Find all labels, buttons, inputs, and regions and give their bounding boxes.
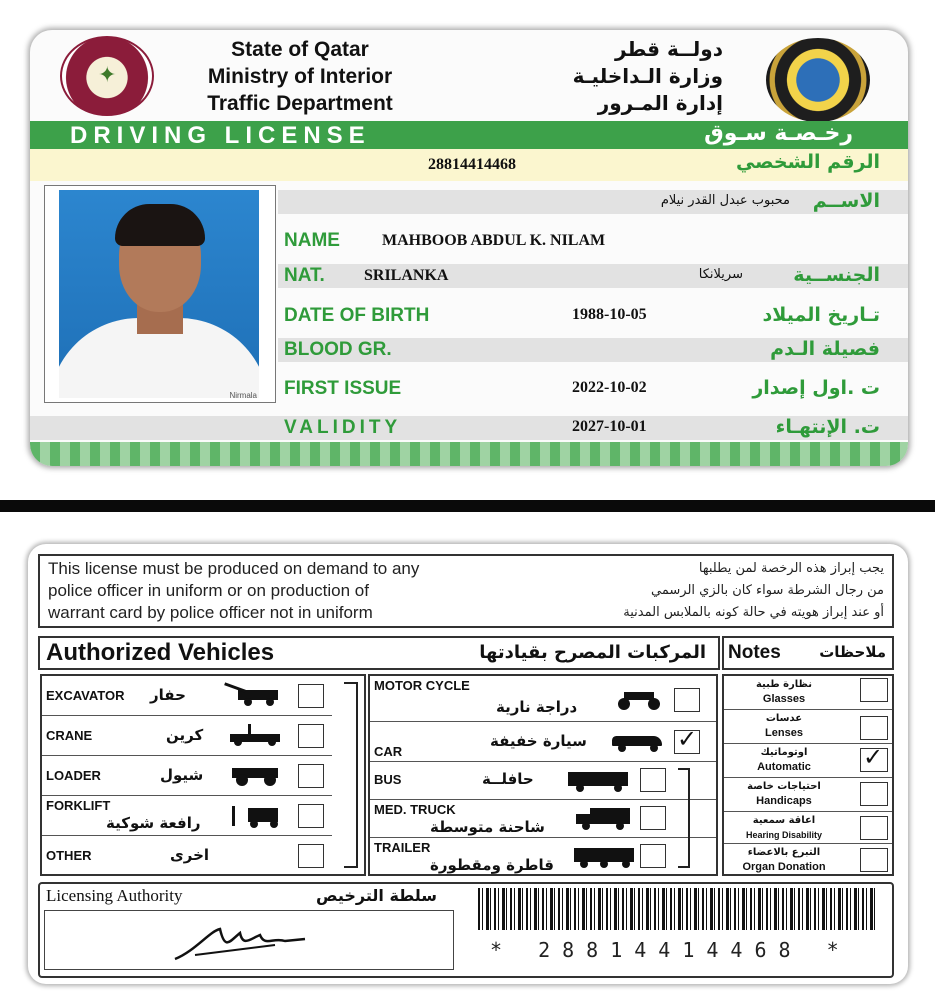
checkbox <box>860 716 888 740</box>
validity-label: VALIDITY <box>284 417 402 438</box>
checkbox <box>640 806 666 830</box>
bracket <box>344 682 358 868</box>
vehicle-label-ar: شيول <box>160 766 204 784</box>
car-icon <box>610 730 670 752</box>
row-validity <box>30 416 908 440</box>
note-label-ar: نظارة طبية <box>755 679 813 690</box>
notice-english <box>48 558 518 624</box>
licensing-label-ar: سلطة الترخيص <box>316 886 437 905</box>
barcode-number: * 28814414468 * <box>490 938 851 962</box>
vehicle-row <box>370 800 716 838</box>
notes-title-ar: ملاحظات <box>819 643 886 661</box>
separator-bar <box>0 500 935 512</box>
note-label-ar: عدسات <box>765 713 803 724</box>
dob-label-ar: تـاريخ الميلاد <box>762 304 880 326</box>
vehicle-label: MOTOR CYCLE <box>374 678 470 693</box>
vehicle-label: OTHER <box>46 848 92 863</box>
vehicle-label-ar: كرين <box>166 726 204 744</box>
notice-ar-line: أو عند إبراز هويته في حالة كونه بالملابس المدنية <box>623 605 884 620</box>
header-en-line: Ministry of Interior <box>207 65 393 88</box>
license-front <box>30 30 908 466</box>
dob-value: 1988-10-05 <box>572 306 647 323</box>
notice-ar-line: من رجال الشرطة سواء كان بالزي الرسمي <box>651 583 884 598</box>
checkbox <box>640 844 666 868</box>
name-value: MAHBOOB ABDUL K. NILAM <box>382 232 606 249</box>
note-row <box>724 744 892 778</box>
checkbox-checked <box>860 744 888 772</box>
id-number-band <box>30 149 908 181</box>
header-en-line: State of Qatar <box>231 38 369 61</box>
blood-label-ar: فصيلة الـدم <box>770 338 880 360</box>
vehicle-row <box>42 836 332 876</box>
notes-header <box>722 636 894 670</box>
bus-icon <box>568 770 628 792</box>
vehicle-row <box>370 722 716 762</box>
signature-image <box>45 911 455 971</box>
validity-value: 2027-10-01 <box>572 418 647 435</box>
barcode <box>478 888 878 930</box>
vehicle-label-ar: رافعة شوكية <box>106 814 201 832</box>
authorized-title-ar: المركبات المصرح بقيادتها <box>479 642 706 663</box>
dob-label: DATE OF BIRTH <box>284 305 430 326</box>
checkbox-checked <box>674 726 700 754</box>
name-label-ar: الاســم <box>812 190 880 212</box>
checkbox <box>860 678 888 702</box>
title-english: DRIVING LICENSE <box>70 122 371 149</box>
truck-icon <box>576 808 636 830</box>
crane-icon <box>228 724 288 746</box>
special-vehicles-box <box>40 674 366 876</box>
checkbox <box>640 768 666 792</box>
note-label-ar: اعاقة سمعية <box>752 815 816 826</box>
decorative-border <box>30 442 908 466</box>
vehicle-row <box>42 796 332 836</box>
qatar-emblem <box>60 36 154 116</box>
note-label: Lenses <box>765 727 803 739</box>
note-label: Hearing Disability <box>745 830 823 840</box>
vehicle-label: EXCAVATOR <box>46 688 125 703</box>
notes-title: Notes <box>728 642 781 663</box>
check-mark-icon: ✓ <box>677 726 698 753</box>
note-row <box>724 710 892 744</box>
palm-icon: ✦ <box>98 62 117 87</box>
regular-vehicles-box <box>368 674 718 876</box>
checkbox <box>860 782 888 806</box>
header-en-line: Traffic Department <box>207 92 393 115</box>
id-number: 28814414468 <box>428 156 516 173</box>
name-value-ar: محبوب عبدل القدر نيلام <box>660 193 790 208</box>
loader-icon <box>222 764 282 786</box>
vehicle-label-ar: شاحنة متوسطة <box>430 818 545 836</box>
vehicle-label: FORKLIFT <box>46 798 111 813</box>
blood-label: BLOOD GR. <box>284 339 392 360</box>
check-mark-icon: ✓ <box>863 744 884 771</box>
note-label-ar: التبرع بالاعضاء <box>747 847 821 858</box>
notice-en-line: warrant card by police officer not in uniform <box>48 603 373 622</box>
validity-label-ar: ت. الإنتهـاء <box>775 416 880 438</box>
note-row <box>724 676 892 710</box>
vehicle-label-ar: حفار <box>150 686 186 704</box>
vehicle-label: CAR <box>374 744 403 759</box>
nationality-value: SRILANKA <box>364 267 449 284</box>
checkbox <box>860 848 888 872</box>
note-label: Handicaps <box>756 795 812 807</box>
vehicle-label: BUS <box>374 772 402 787</box>
signature-area <box>44 910 454 970</box>
holder-photo <box>44 185 276 403</box>
vehicle-row <box>370 838 716 876</box>
notice-ar-line: يجب إبراز هذه الرخصة لمن يطلبها <box>698 561 884 576</box>
note-label: Automatic <box>757 761 811 773</box>
nationality-label-ar: الجنســية <box>793 264 880 286</box>
notice-arabic <box>484 558 884 624</box>
note-row <box>724 812 892 844</box>
trailer-icon <box>574 846 634 868</box>
note-label-ar: اوتوماتيك <box>760 747 808 758</box>
row-nationality <box>278 264 908 288</box>
note-label-ar: احتياجات خاصة <box>747 781 821 792</box>
licensing-label: Licensing Authority <box>46 886 183 905</box>
vehicle-row <box>42 756 332 796</box>
row-blood-group <box>278 338 908 362</box>
first-issue-value: 2022-10-02 <box>572 379 647 396</box>
vehicle-row <box>370 676 716 722</box>
vehicle-label-ar: سيارة خفيفة <box>490 732 587 750</box>
header-ar-line: دولــة قطر <box>615 37 723 61</box>
motorcycle-icon <box>616 688 676 710</box>
bracket <box>678 768 690 868</box>
checkbox <box>298 804 324 828</box>
note-label: Glasses <box>762 693 806 705</box>
notice-en-line: police officer in uniform or on production of <box>48 581 369 600</box>
authorized-header <box>38 636 720 670</box>
vehicle-label: CRANE <box>46 728 93 743</box>
vehicle-row <box>42 716 332 756</box>
checkbox <box>298 724 324 748</box>
first-issue-label: FIRST ISSUE <box>284 378 402 399</box>
vehicle-row <box>370 762 716 800</box>
notes-box <box>722 674 894 876</box>
photo-studio-mark: Nirmala <box>229 391 257 400</box>
first-issue-label-ar: ت .اول إصدار <box>752 377 880 399</box>
vehicle-label: LOADER <box>46 768 101 783</box>
header-arabic <box>573 36 723 117</box>
checkbox <box>860 816 888 840</box>
title-arabic: رخـصـة سـوق <box>704 121 853 146</box>
license-back <box>28 544 908 984</box>
row-first-issue <box>278 377 908 401</box>
title-band <box>30 121 908 149</box>
vehicle-label: TRAILER <box>374 840 431 855</box>
checkbox <box>298 764 324 788</box>
note-row <box>724 844 892 876</box>
header-ar-line: إدارة المـرور <box>597 91 723 115</box>
notice-en-line: This license must be produced on demand to any <box>48 559 420 578</box>
checkbox <box>298 684 324 708</box>
notice-box <box>38 554 894 628</box>
vehicle-row <box>42 676 332 716</box>
row-name-en <box>278 229 908 253</box>
vehicle-label-ar: اخرى <box>170 846 210 864</box>
note-label: Organ Donation <box>742 861 826 873</box>
header-english <box>170 36 430 117</box>
id-label-ar: الرقم الشخصي <box>735 151 880 173</box>
excavator-icon <box>222 684 282 706</box>
forklift-icon <box>228 806 288 828</box>
vehicle-label-ar: دراجة نارية <box>496 698 578 716</box>
row-name-ar <box>278 190 908 214</box>
nationality-value-ar: سريلانكا <box>698 267 743 282</box>
vehicle-label-ar: قاطرة ومقطورة <box>430 856 554 874</box>
vehicle-label-ar: حافلــة <box>482 770 534 788</box>
name-label: NAME <box>284 230 340 251</box>
nationality-label: NAT. <box>284 265 325 286</box>
vehicle-label: MED. TRUCK <box>374 802 456 817</box>
checkbox <box>298 844 324 868</box>
header-ar-line: وزارة الـداخليـة <box>572 64 723 88</box>
note-row <box>724 778 892 812</box>
authorized-title: Authorized Vehicles <box>46 639 275 666</box>
checkbox <box>674 688 700 712</box>
row-date-of-birth <box>278 304 908 328</box>
gcc-emblem <box>766 38 870 122</box>
